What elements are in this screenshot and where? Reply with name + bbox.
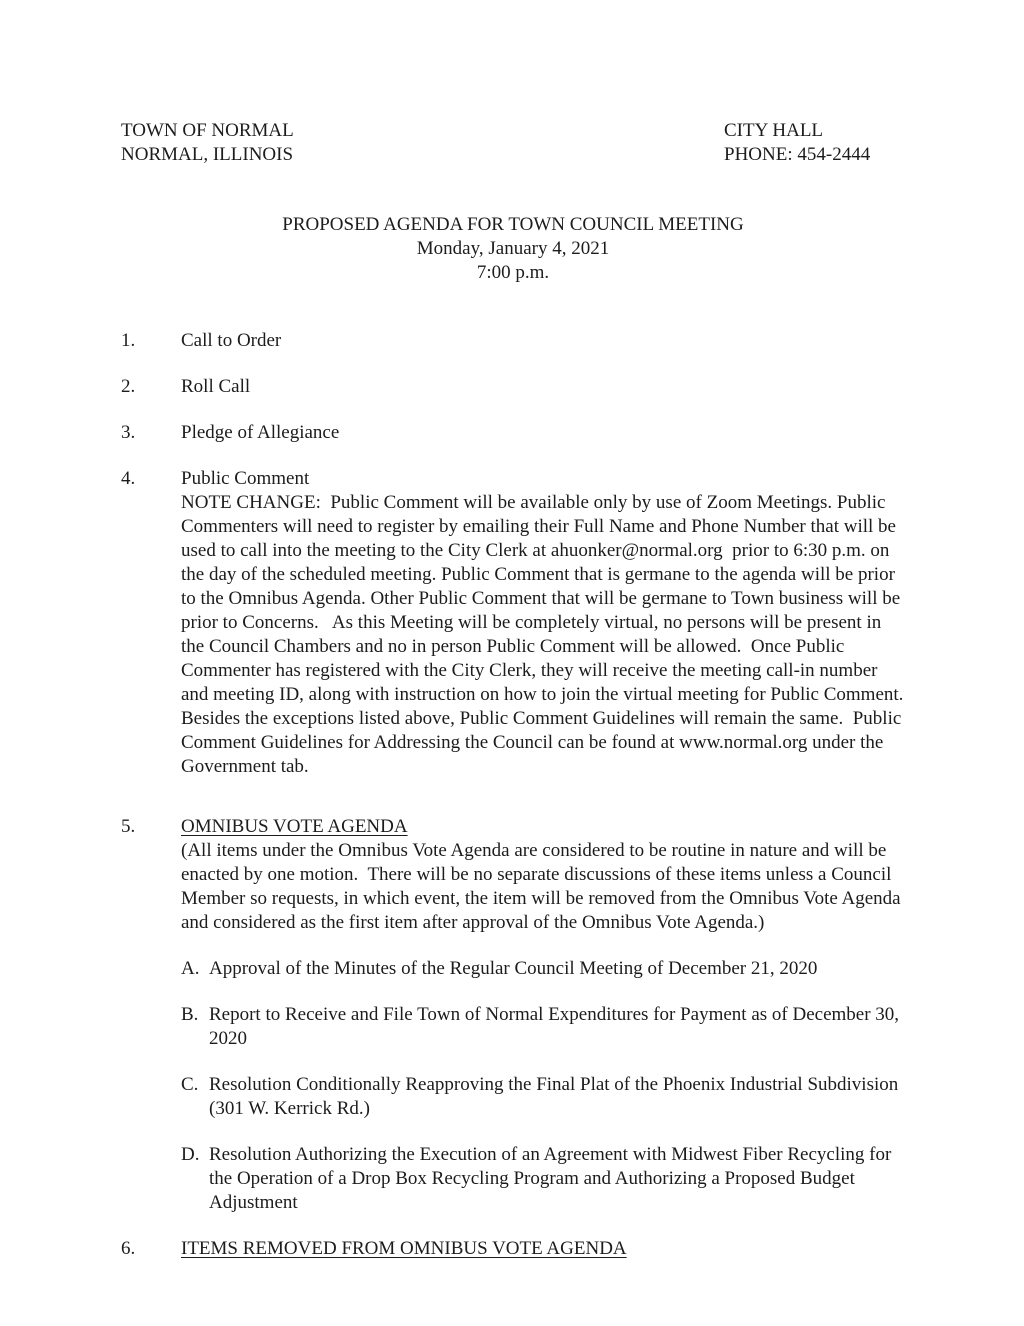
item-number: 6.: [121, 1238, 136, 1259]
item-number: 4.: [121, 468, 136, 489]
subitem-letter: B.: [181, 1004, 199, 1025]
item-number: 3.: [121, 422, 136, 443]
subitem-text: Resolution Authorizing the Execution of an Agreement with Midwest Fiber Recycling for the Operation of a Drop Box Recycling Program and Authorizing a Proposed Budget Adjustment: [209, 1144, 892, 1213]
agenda-item-4: [121, 467, 913, 779]
item-number: 1.: [121, 330, 136, 351]
header-right: [724, 119, 905, 167]
item-title: Roll Call: [181, 376, 251, 397]
subitem-b: [181, 1003, 905, 1051]
subitem-text: Report to Receive and File Town of Normal Expenditures for Payment as of December 30, 2020: [209, 1004, 900, 1049]
phone-number: PHONE: 454-2444: [724, 144, 871, 165]
org-name: TOWN OF NORMAL: [121, 120, 294, 141]
agenda-item-6: [121, 1237, 905, 1261]
item-title: Pledge of Allegiance: [181, 422, 340, 443]
document-header: [121, 119, 905, 167]
subitem-letter: C.: [181, 1074, 199, 1095]
item-title: OMNIBUS VOTE AGENDA: [181, 816, 408, 837]
subitem-letter: A.: [181, 958, 200, 979]
subitem-text: Approval of the Minutes of the Regular Council Meeting of December 21, 2020: [209, 958, 818, 979]
subitem-c: [181, 1073, 905, 1121]
agenda-item-3: [121, 421, 905, 445]
building-name: CITY HALL: [724, 120, 824, 141]
subitem-letter: D.: [181, 1144, 200, 1165]
item-title: Public Comment: [181, 468, 310, 489]
omnibus-sublist: [181, 957, 905, 1215]
subitem-d: [181, 1143, 905, 1215]
subitem-a: [181, 957, 905, 981]
item-number: 5.: [121, 816, 136, 837]
title-block: [121, 213, 905, 285]
page-title: PROPOSED AGENDA FOR TOWN COUNCIL MEETING: [282, 214, 744, 235]
subitem-text: Resolution Conditionally Reapproving the Final Plat of the Phoenix Industrial Subdivision (301 W. Kerrick Rd.): [209, 1074, 899, 1119]
agenda-item-2: [121, 375, 905, 399]
agenda-item-5: [121, 815, 905, 1215]
item-title: ITEMS REMOVED FROM OMNIBUS VOTE AGENDA: [181, 1238, 627, 1259]
org-location: NORMAL, ILLINOIS: [121, 144, 294, 165]
item-body-text: (All items under the Omnibus Vote Agenda are considered to be routine in nature and will be enacted by one motion. There will be no separate discussions of these items unless a Council Member so requests, in which event, the item will be removed from the Omnibus Vote Agenda and considered as the first item after approval of the Omnibus Vote Agenda.): [181, 840, 906, 933]
item-number: 2.: [121, 376, 136, 397]
agenda-list: [121, 329, 913, 1261]
meeting-date: Monday, January 4, 2021: [416, 238, 610, 259]
header-left: [121, 119, 294, 167]
item-title: Call to Order: [181, 330, 282, 351]
meeting-time: 7:00 p.m.: [476, 262, 550, 283]
agenda-item-1: [121, 329, 905, 353]
item-body-text: NOTE CHANGE: Public Comment will be available only by use of Zoom Meetings. Public Commenters will need to register by emailing their Full Name and Phone Number that will be used to call into the meeting to the City Clerk at ahuonker@normal.org prior to 6:30 p.m. on the day of the scheduled meeting. Public Comment that is germane to the agenda will be prior to the Omnibus Agenda. Other Public Comment that will be germane to Town business will be prior to Concerns. As this Meeting will be completely virtual, no persons will be present in the Council Chambers and no in person Public Comment will be allowed. Once Public Commenter has registered with the City Clerk, they will receive the meeting call-in number and meeting ID, along with instruction on how to join the virtual meeting for Public Comment. Besides the exceptions listed above, Public Comment Guidelines will remain the same. Public Comment Guidelines for Addressing the Council can be found at www.normal.org under the Government tab.: [181, 492, 913, 777]
